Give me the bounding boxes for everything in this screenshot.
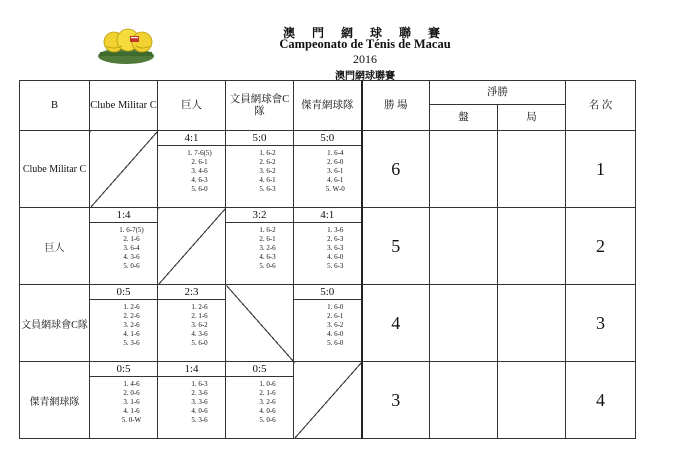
set-score: 3. 2-6 xyxy=(123,321,140,329)
match-score: 5:0 xyxy=(294,131,362,146)
set-score: 5. 6-0 xyxy=(191,185,208,193)
net-games-value xyxy=(498,208,566,285)
match-sets xyxy=(158,146,226,208)
set-score: 2. 6-0 xyxy=(327,158,344,166)
header-b: B xyxy=(20,81,90,131)
set-score: 5. 0-6 xyxy=(123,262,140,270)
set-score: 4. 6-0 xyxy=(327,253,344,261)
set-score: 3. 6-2 xyxy=(259,167,276,175)
set-score: 5. 0-6 xyxy=(259,262,276,270)
rank-value: 1 xyxy=(566,131,636,208)
set-score: 1. 6-0 xyxy=(327,303,344,311)
match-score: 4:1 xyxy=(158,131,226,146)
match-sets xyxy=(90,300,158,362)
set-score: 3. 6-2 xyxy=(191,321,208,329)
set-score: 5. 6-3 xyxy=(259,185,276,193)
set-score: 2. 0-6 xyxy=(123,389,140,397)
net-games-value xyxy=(498,131,566,208)
title-portuguese: Campeonato de Ténis de Macau xyxy=(279,37,451,51)
set-score: 4. 3-6 xyxy=(123,253,140,261)
set-score: 2. 3-6 xyxy=(191,389,208,397)
header-team3 xyxy=(226,81,294,131)
set-score: 4. 1-6 xyxy=(123,407,140,415)
header-wins: 勝 場 xyxy=(362,81,430,131)
set-score: 2. 6-1 xyxy=(259,235,276,243)
header-net-sets: 盤 xyxy=(430,105,498,131)
set-score: 4. 6-1 xyxy=(327,176,344,184)
match-sets xyxy=(226,223,294,285)
standings-table xyxy=(19,80,636,439)
set-score: 5. 0-W xyxy=(121,416,142,424)
row-team-name: 傑青網球隊 xyxy=(20,362,90,439)
set-score: 5. 3-6 xyxy=(191,416,208,424)
self-cell xyxy=(294,362,362,439)
set-score: 1. 6-3 xyxy=(191,380,208,388)
set-score: 3. 2-6 xyxy=(259,398,276,406)
set-score: 2. 1-6 xyxy=(191,312,208,320)
rank-value: 3 xyxy=(566,285,636,362)
self-cell xyxy=(90,131,158,208)
set-score: 2. 6-2 xyxy=(259,158,276,166)
match-score: 5:0 xyxy=(294,285,362,300)
table-subtitle: 澳門網球聯賽 xyxy=(335,71,395,82)
league-logo xyxy=(96,26,160,66)
set-score: 3. 2-6 xyxy=(259,244,276,252)
match-sets xyxy=(294,300,362,362)
set-score: 2. 1-6 xyxy=(123,235,140,243)
match-score: 0:5 xyxy=(226,362,294,377)
header-team2: 巨人 xyxy=(158,81,226,131)
set-score: 5. 0-6 xyxy=(259,416,276,424)
set-score: 5. W-0 xyxy=(325,185,345,193)
match-score: 1:4 xyxy=(158,362,226,377)
header-team1: Clube Militar C xyxy=(90,81,158,131)
title-chinese: 澳 門 網 球 聯 賽 xyxy=(282,26,447,40)
set-score: 1. 4-6 xyxy=(123,380,140,388)
match-sets xyxy=(226,146,294,208)
net-games-value xyxy=(498,362,566,439)
set-score: 4. 6-3 xyxy=(191,176,208,184)
match-sets xyxy=(90,223,158,285)
self-cell xyxy=(226,285,294,362)
wins-value: 4 xyxy=(362,285,430,362)
set-score: 1. 2-6 xyxy=(191,303,208,311)
match-score: 4:1 xyxy=(294,208,362,223)
row-team-name: Clube Militar C xyxy=(20,131,90,208)
header-team3-line1: 文員網球會C xyxy=(229,93,290,105)
set-score: 1. 7-6(5) xyxy=(187,149,212,157)
match-score: 5:0 xyxy=(226,131,294,146)
match-sets xyxy=(226,377,294,439)
net-sets-value xyxy=(430,285,498,362)
set-score: 1. 3-6 xyxy=(327,226,344,234)
set-score: 5. 6-0 xyxy=(327,339,344,347)
set-score: 1. 2-6 xyxy=(123,303,140,311)
set-score: 4. 6-0 xyxy=(327,330,344,338)
set-score: 1. 6-7(5) xyxy=(119,226,144,234)
set-score: 3. 6-3 xyxy=(327,244,344,252)
net-games-value xyxy=(498,285,566,362)
set-score: 4. 1-6 xyxy=(123,330,140,338)
row-team-name: 巨人 xyxy=(20,208,90,285)
header-team3-line2: 隊 xyxy=(254,105,265,117)
set-score: 3. 6-4 xyxy=(123,244,140,252)
header-team4: 傑青網球隊 xyxy=(294,81,362,131)
net-sets-value xyxy=(430,131,498,208)
set-score: 1. 6-4 xyxy=(327,149,344,157)
match-sets xyxy=(294,146,362,208)
set-score: 1. 6-2 xyxy=(259,226,276,234)
header-net-games: 局 xyxy=(498,105,566,131)
match-sets xyxy=(294,223,362,285)
set-score: 5. 3-6 xyxy=(123,339,140,347)
rank-value: 2 xyxy=(566,208,636,285)
set-score: 2. 6-1 xyxy=(191,158,208,166)
set-score: 3. 4-6 xyxy=(191,167,208,175)
net-sets-value xyxy=(430,208,498,285)
self-cell xyxy=(158,208,226,285)
set-score: 4. 0-6 xyxy=(259,407,276,415)
match-score: 0:5 xyxy=(90,285,158,300)
year-label: 2016 xyxy=(353,52,377,66)
match-sets xyxy=(158,377,226,439)
match-sets xyxy=(90,377,158,439)
rank-value: 4 xyxy=(566,362,636,439)
match-score: 2:3 xyxy=(158,285,226,300)
wins-value: 6 xyxy=(362,131,430,208)
set-score: 4. 6-1 xyxy=(259,176,276,184)
set-score: 4. 0-6 xyxy=(191,407,208,415)
set-score: 3. 1-6 xyxy=(123,398,140,406)
set-score: 5. 6-3 xyxy=(327,262,344,270)
wins-value: 3 xyxy=(362,362,430,439)
set-score: 4. 3-6 xyxy=(191,330,208,338)
wins-value: 5 xyxy=(362,208,430,285)
set-score: 3. 6-2 xyxy=(327,321,344,329)
match-score: 3:2 xyxy=(226,208,294,223)
header-net: 淨勝 xyxy=(430,81,566,105)
match-sets xyxy=(158,300,226,362)
row-team-name: 文員網球會C隊 xyxy=(20,285,90,362)
match-score: 1:4 xyxy=(90,208,158,223)
set-score: 5. 6-0 xyxy=(191,339,208,347)
set-score: 2. 6-3 xyxy=(327,235,344,243)
set-score: 1. 6-2 xyxy=(259,149,276,157)
set-score: 3. 3-6 xyxy=(191,398,208,406)
set-score: 3. 6-1 xyxy=(327,167,344,175)
set-score: 2. 1-6 xyxy=(259,389,276,397)
net-sets-value xyxy=(430,362,498,439)
header-rank: 名 次 xyxy=(566,81,636,131)
set-score: 2. 2-6 xyxy=(123,312,140,320)
set-score: 4. 6-3 xyxy=(259,253,276,261)
set-score: 1. 0-6 xyxy=(259,380,276,388)
match-score: 0:5 xyxy=(90,362,158,377)
set-score: 2. 6-1 xyxy=(327,312,344,320)
